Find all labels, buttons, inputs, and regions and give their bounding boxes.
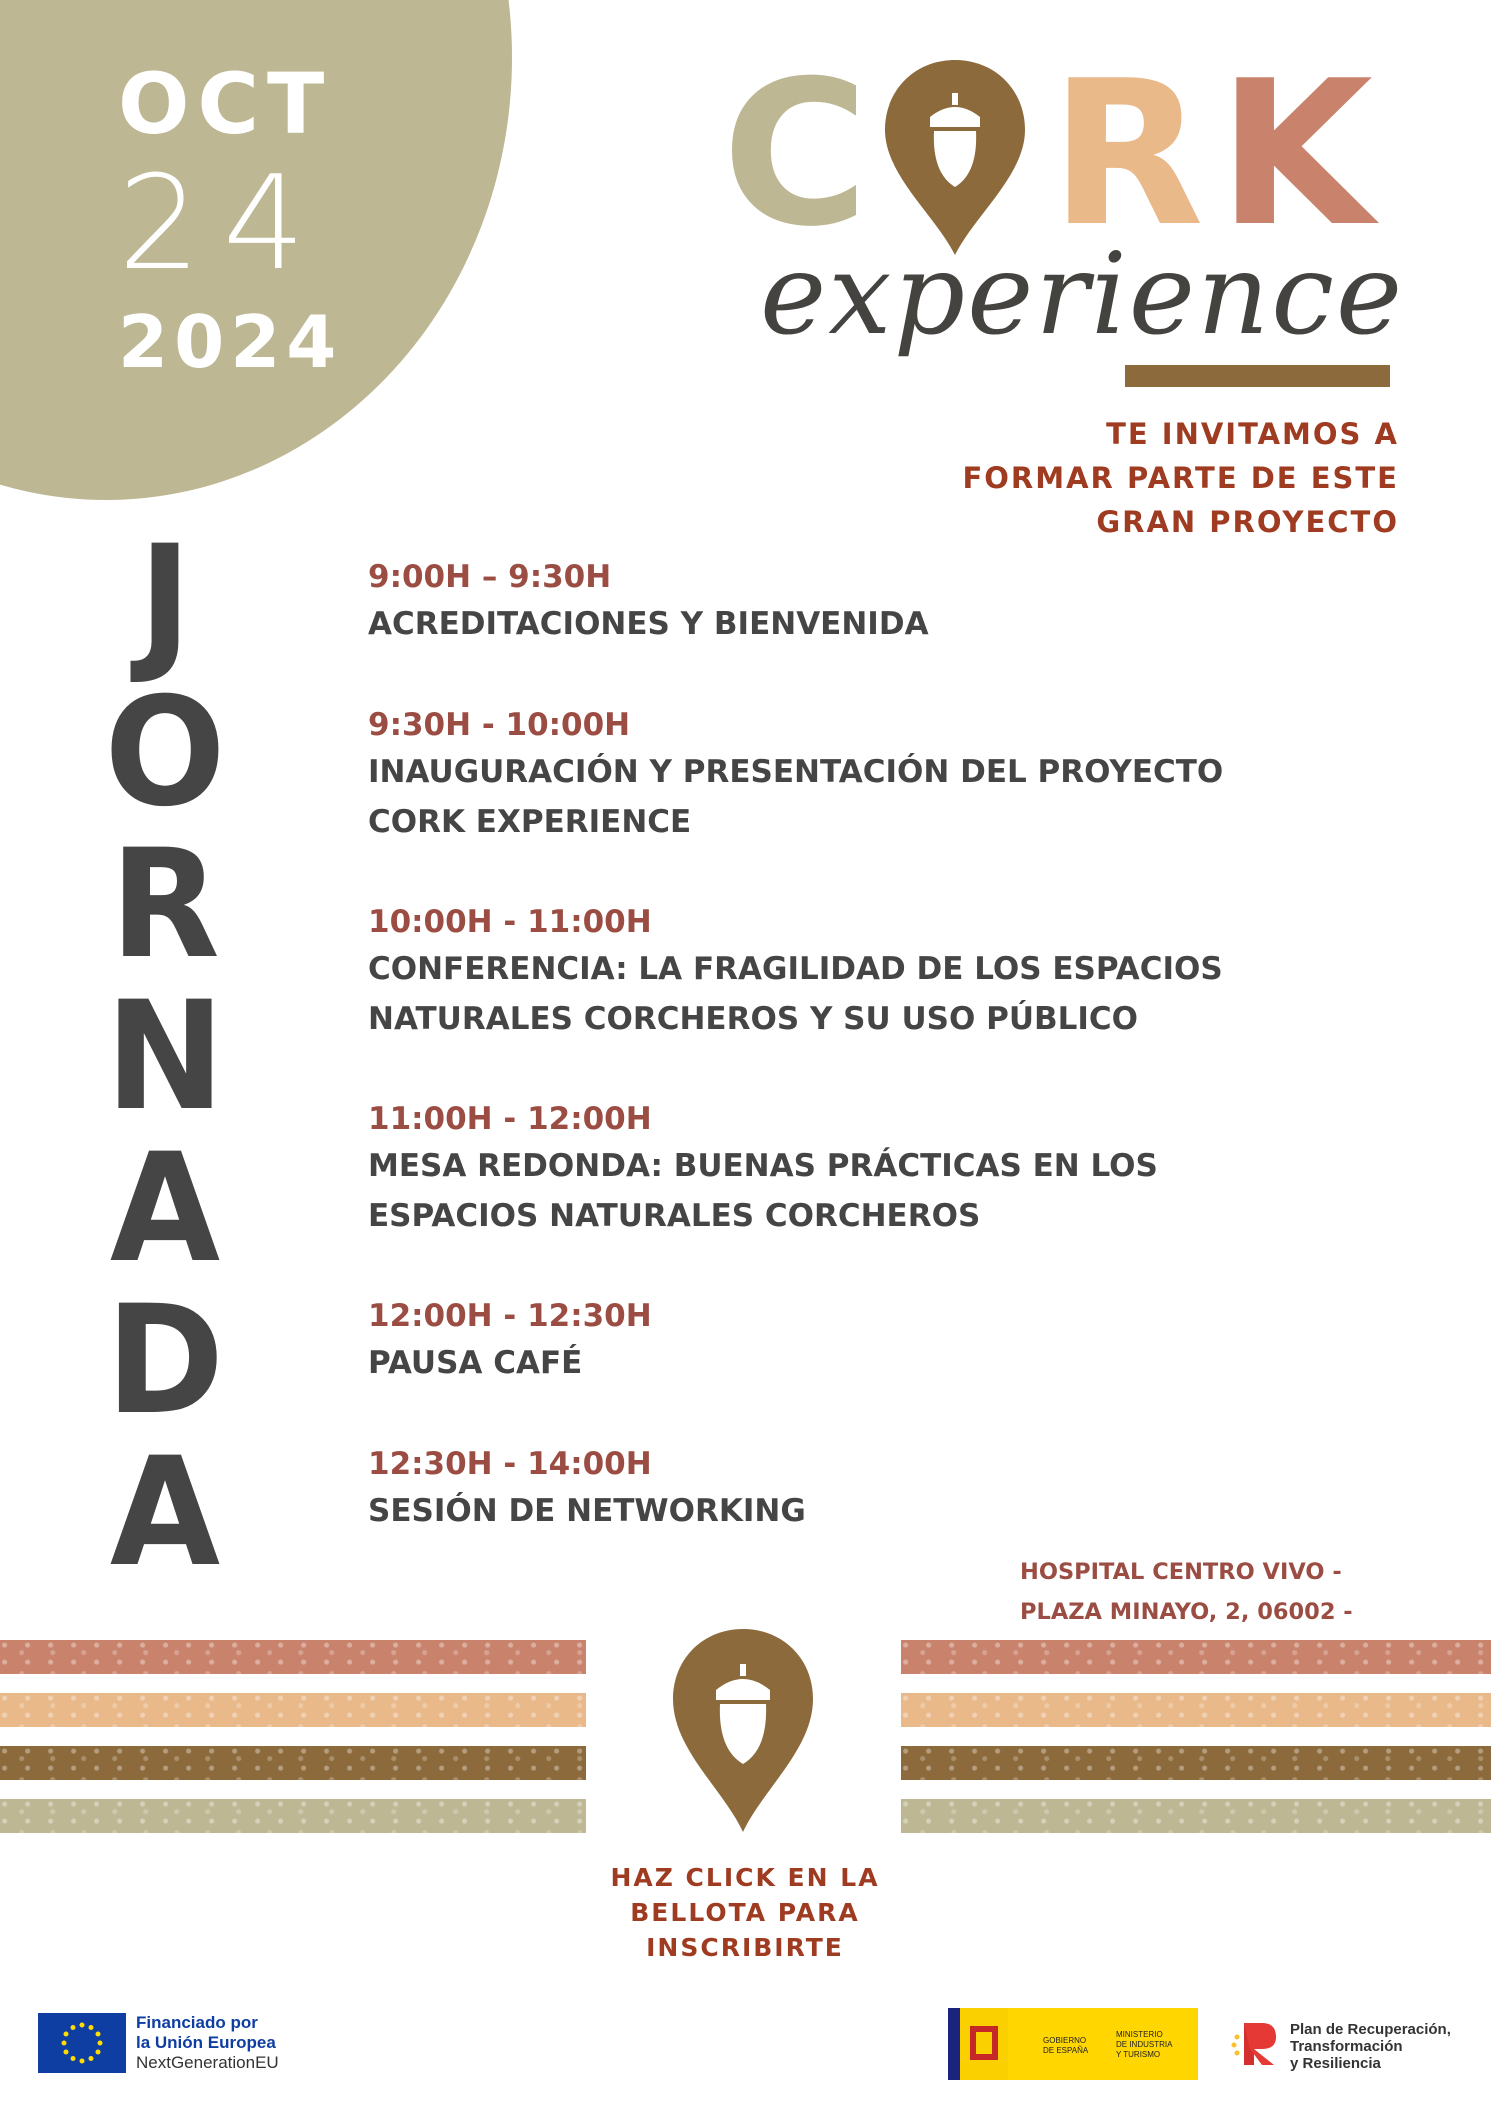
date-month: OCT: [118, 55, 333, 153]
schedule-item: [368, 1097, 1368, 1241]
vertical-title-letter: R: [110, 818, 220, 992]
schedule-item: [368, 900, 1368, 1044]
schedule-time: 9:30H - 10:00H: [368, 707, 631, 743]
prtr-logo: [1230, 2015, 1470, 2075]
invitation-line: GRAN PROYECTO: [1096, 505, 1399, 539]
cta-line: BELLOTA PARA: [630, 1898, 860, 1927]
invitation-line: FORMAR PARTE DE ESTE: [962, 461, 1399, 495]
vertical-title-letter: A: [109, 1426, 221, 1600]
schedule-title: PAUSA CAFÉ: [368, 1345, 583, 1381]
vertical-title-letter: J: [138, 514, 192, 688]
schedule-time: 10:00H - 11:00H: [368, 904, 652, 940]
schedule-time: 12:00H - 12:30H: [368, 1298, 652, 1334]
prtr-line: Plan de Recuperación,: [1290, 2021, 1451, 2038]
schedule-title: ACREDITACIONES Y BIENVENIDA: [368, 606, 929, 642]
location-line: HOSPITAL CENTRO VIVO -: [1020, 1559, 1342, 1585]
eu-line: la Unión Europea: [136, 2033, 276, 2052]
stripe: [0, 1799, 586, 1833]
stripe: [0, 1640, 586, 1674]
logo-script: experience: [760, 230, 1405, 360]
eu-line: NextGenerationEU: [136, 2053, 279, 2072]
schedule-item: [368, 703, 1368, 847]
cta-line: HAZ CLICK EN LA: [610, 1863, 880, 1892]
stripe: [901, 1746, 1491, 1780]
vertical-title: [100, 514, 230, 1600]
vertical-title-letter: N: [105, 970, 225, 1144]
gov-right-text: MINISTERIO DE INDUSTRIA Y TURISMO: [1116, 2030, 1173, 2059]
logo-letter-k: K: [1218, 38, 1373, 271]
schedule-title: CONFERENCIA: LA FRAGILIDAD DE LOS ESPACIOS NATURALES CORCHEROS Y SU USO PÚBLICO: [368, 951, 1223, 1037]
eu-funding-logo: [38, 2013, 338, 2075]
logo-letter-c: C: [722, 38, 869, 271]
divider: [1125, 365, 1390, 387]
stripe: [901, 1693, 1491, 1727]
date-day: 24: [118, 147, 328, 299]
cta-text[interactable]: [580, 1860, 910, 1965]
invitation-line: TE INVITAMOS A: [1106, 417, 1399, 451]
prtr-icon: [1230, 2017, 1282, 2069]
stripe: [901, 1640, 1491, 1674]
prtr-line: Transformación: [1290, 2038, 1403, 2055]
logo-letter-r: R: [1050, 38, 1205, 271]
location-line: PLAZA MINAYO, 2, 06002 -: [1020, 1599, 1353, 1625]
vertical-title-letter: O: [104, 666, 226, 840]
date-year: 2024: [118, 300, 343, 384]
stripe: [901, 1799, 1491, 1833]
eu-line: Financiado por: [136, 2013, 258, 2032]
stripe: [0, 1746, 586, 1780]
cork-experience-logo: [720, 38, 1410, 385]
acorn-pin-icon: [880, 55, 1030, 255]
schedule-time: 9:00H – 9:30H: [368, 559, 612, 595]
schedule-title: MESA REDONDA: BUENAS PRÁCTICAS EN LOS ESPACIOS NATURALES CORCHEROS: [368, 1148, 1158, 1234]
vertical-title-letter: A: [109, 1122, 221, 1296]
schedule-item: [368, 1442, 1368, 1536]
eu-flag-icon: [38, 2013, 126, 2073]
prtr-text: [1290, 2021, 1451, 2072]
vertical-title-letter: D: [105, 1274, 225, 1448]
schedule-item: [368, 555, 1368, 649]
gov-left-text: GOBIERNO DE ESPAÑA: [1043, 2036, 1089, 2055]
gobierno-logo: [948, 2008, 1198, 2080]
schedule-title: SESIÓN DE NETWORKING: [368, 1493, 806, 1529]
eu-text: [136, 2013, 279, 2073]
cta-line: INSCRIBIRTE: [646, 1933, 844, 1962]
register-acorn-button[interactable]: [668, 1624, 818, 1834]
spain-shield-icon: [948, 2008, 1008, 2080]
prtr-line: y Resiliencia: [1290, 2055, 1381, 2072]
invitation-text: [879, 412, 1399, 544]
schedule-title: INAUGURACIÓN Y PRESENTACIÓN DEL PROYECTO CORK EXPERIENCE: [368, 754, 1224, 840]
schedule-time: 12:30H - 14:00H: [368, 1446, 652, 1482]
stripe: [0, 1693, 586, 1727]
schedule-time: 11:00H - 12:00H: [368, 1101, 652, 1137]
schedule-item: [368, 1294, 1368, 1388]
